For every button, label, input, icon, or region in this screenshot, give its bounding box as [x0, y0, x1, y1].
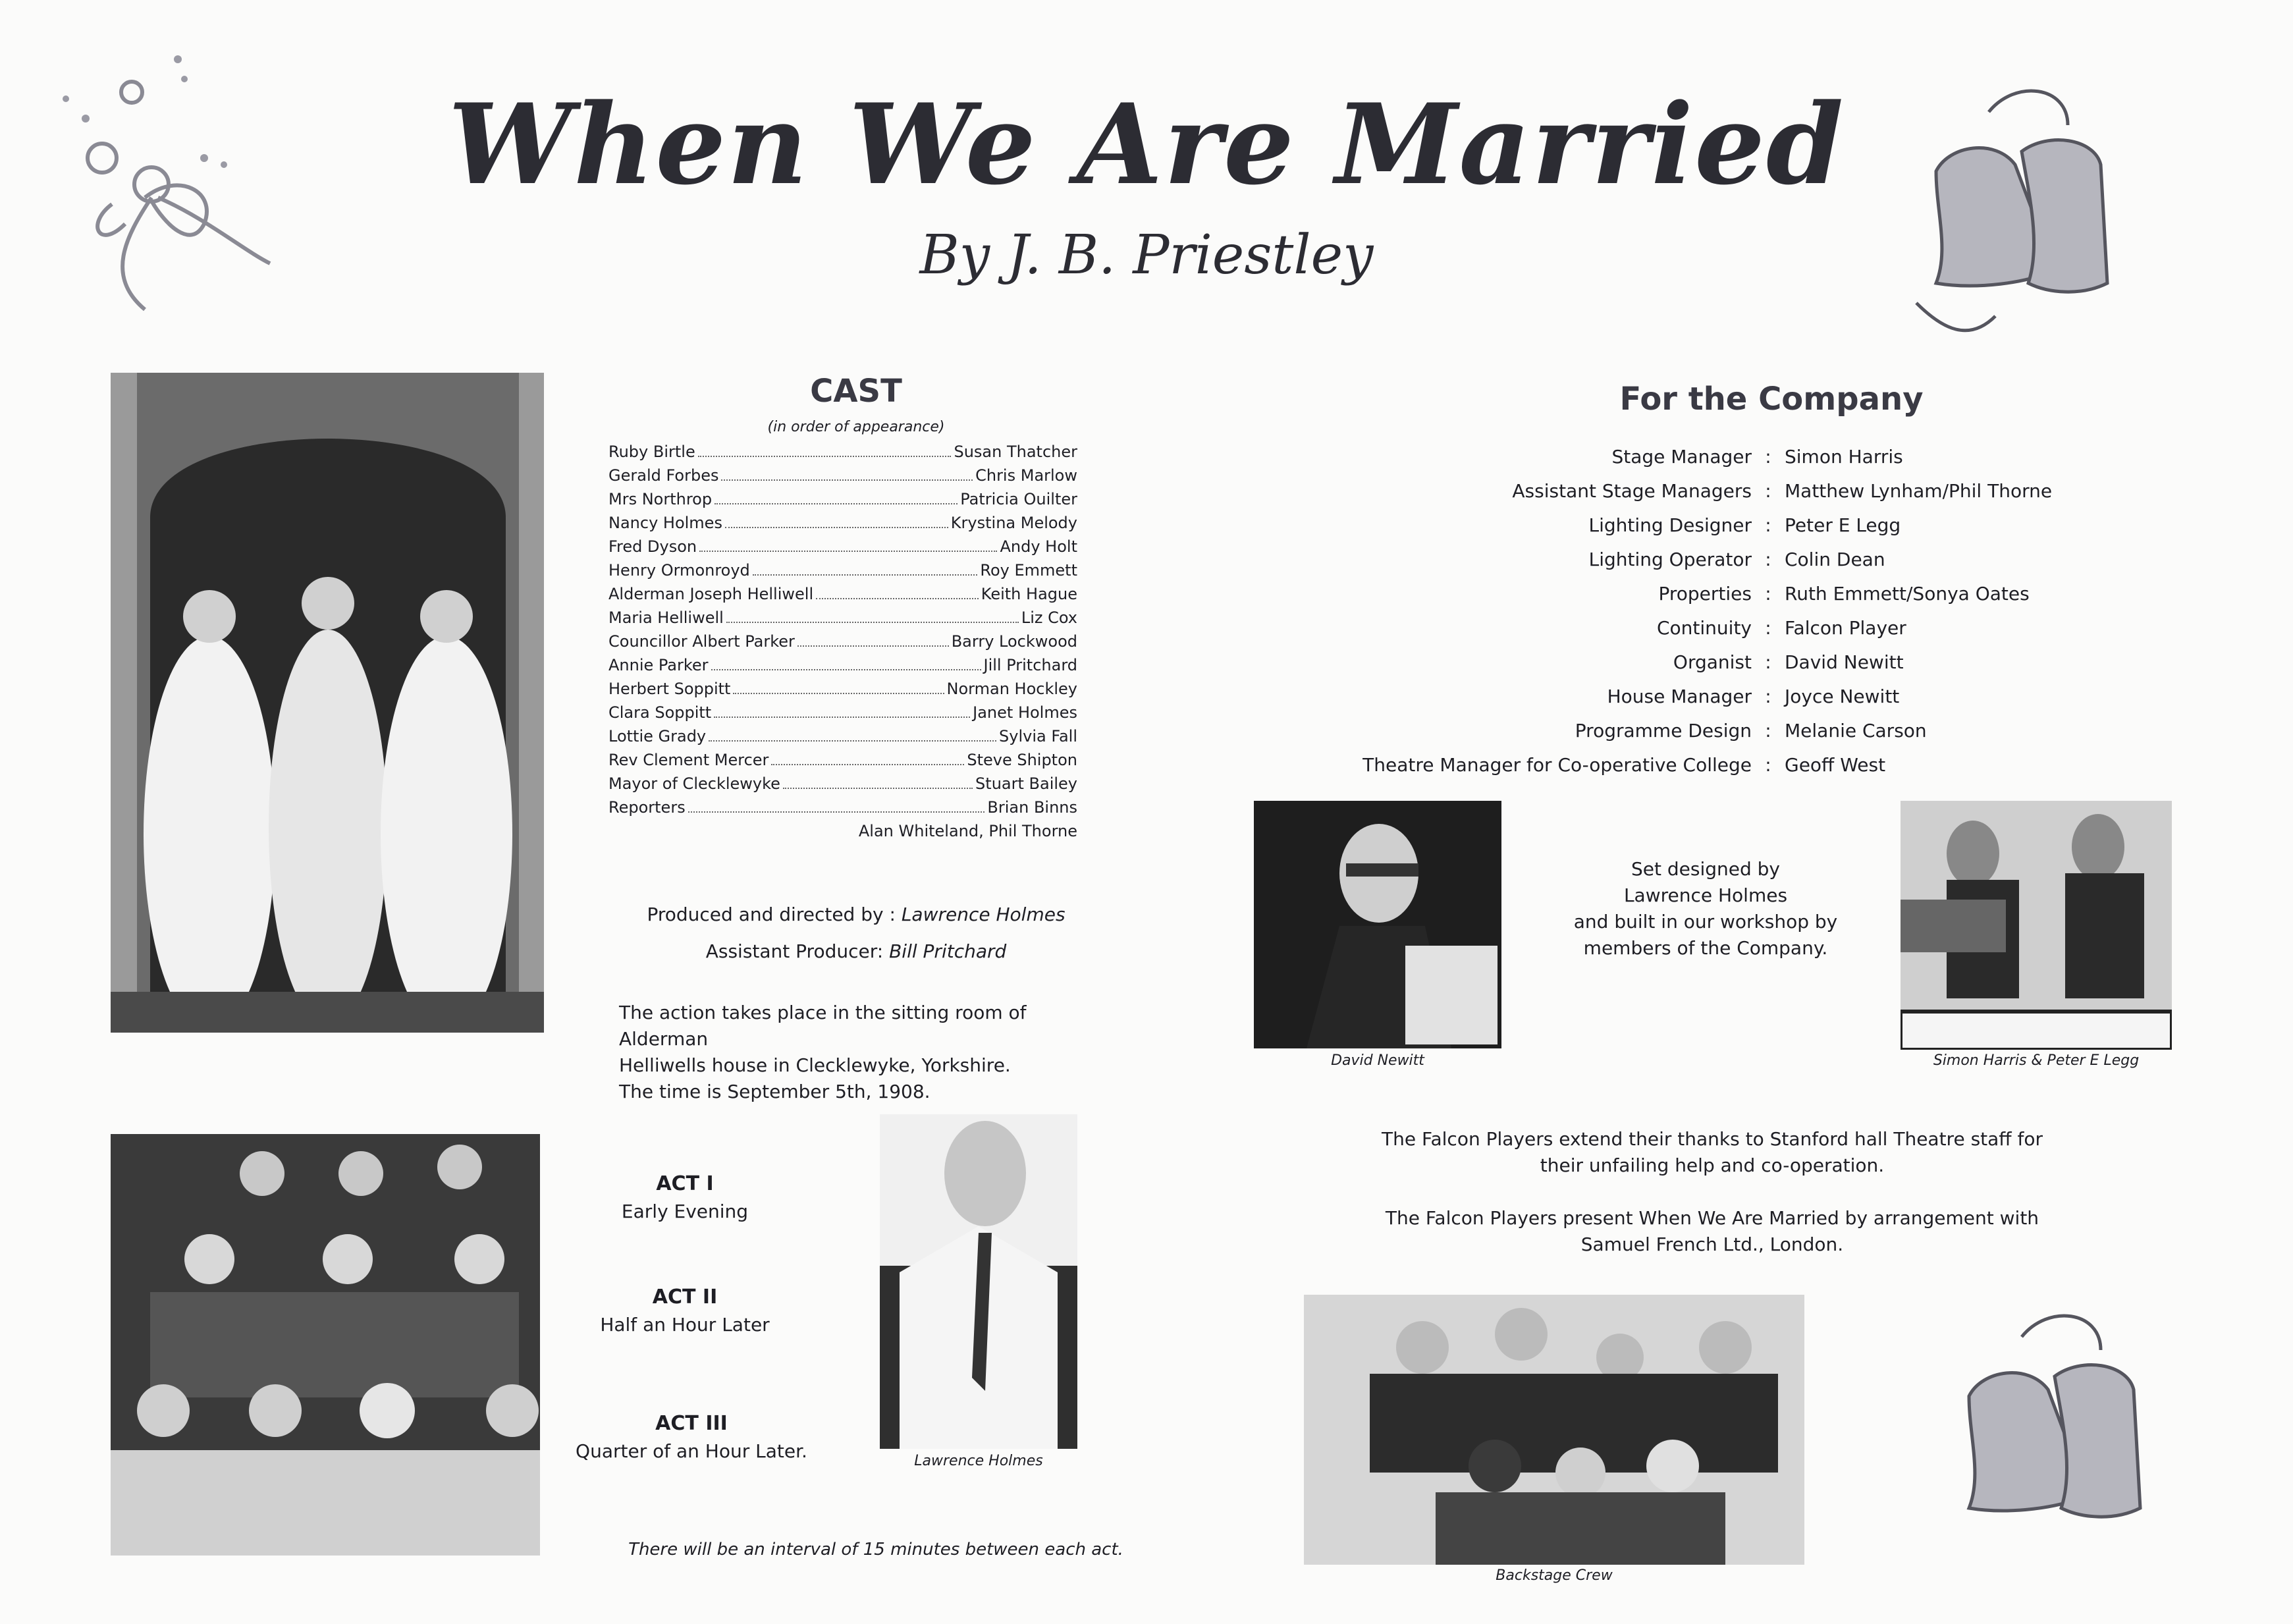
act-3 — [566, 1412, 817, 1462]
leader-dots — [797, 630, 949, 647]
cast-actor: Sylvia Fall — [999, 727, 1077, 745]
setting-line: The time is September 5th, 1908. — [619, 1081, 931, 1102]
act-heading: ACT II — [652, 1286, 718, 1309]
crew-name: Geoff West — [1785, 754, 1886, 776]
leader-dots — [816, 582, 979, 599]
crew-name: Melanie Carson — [1785, 720, 1927, 742]
simon-peter-photo — [1901, 801, 2172, 1050]
crew-row — [988, 680, 2173, 714]
cast-role: Clara Soppitt — [608, 703, 712, 722]
leader-dots — [725, 511, 948, 528]
cast-role: Alderman Joseph Helliwell — [608, 585, 814, 603]
leader-dots — [733, 677, 944, 694]
setting-line: The action takes place in the sitting room of Alderman — [619, 1002, 1027, 1050]
cast-actor: Andy Holt — [1000, 537, 1077, 556]
leader-dots — [783, 772, 973, 789]
act-time: Quarter of an Hour Later. — [576, 1440, 807, 1462]
assistant-label: Assistant Producer: — [705, 940, 884, 962]
cast-actor: Patricia Ouilter — [960, 490, 1077, 508]
set-note-line: Set designed by — [1631, 858, 1780, 880]
cast-actor: Brian Binns — [987, 798, 1077, 817]
simon-peter-caption: Simon Harris & Peter E Legg — [1933, 1052, 2140, 1069]
act-heading: ACT III — [655, 1412, 728, 1435]
crew-row — [988, 748, 2173, 782]
backstage-crew-photo — [1304, 1295, 1804, 1565]
interval-note: There will be an interval of 15 minutes between each act. — [628, 1540, 1123, 1559]
cast-actor: Steve Shipton — [967, 751, 1077, 769]
crew-name: Colin Dean — [1785, 549, 1885, 570]
crew-role: Organist — [1673, 651, 1752, 673]
leader-dots — [711, 653, 981, 670]
act-1 — [580, 1172, 790, 1222]
setting-text — [619, 1000, 1093, 1105]
thanks-line: Samuel French Ltd., London. — [1580, 1233, 1844, 1255]
crew-separator: : — [1765, 514, 1771, 536]
cast-role: Nancy Holmes — [608, 514, 722, 532]
cast-actor: Susan Thatcher — [954, 443, 1077, 461]
crew-separator: : — [1765, 686, 1771, 707]
cast-actor: Roy Emmett — [980, 561, 1077, 580]
crew-role: Lighting Operator — [1588, 549, 1752, 570]
crew-name: David Newitt — [1785, 651, 1904, 673]
leader-dots — [721, 464, 973, 481]
cast-role: Herbert Soppitt — [608, 680, 731, 698]
produced-by — [593, 904, 1120, 925]
crew-name: Falcon Player — [1785, 617, 1906, 639]
crew-row — [988, 577, 2173, 611]
cast-role: Councillor Albert Parker — [608, 632, 795, 651]
cast-group-photo — [111, 1134, 540, 1556]
david-caption: David Newitt — [1331, 1052, 1424, 1069]
cast-role: Henry Ormonroyd — [608, 561, 750, 580]
crew-role: House Manager — [1607, 686, 1752, 707]
wedding-bells-icon — [1943, 1278, 2180, 1554]
cast-actor: Liz Cox — [1021, 609, 1077, 627]
cast-actor: Norman Hockley — [946, 680, 1077, 698]
act-2 — [580, 1286, 790, 1336]
setting-line: Helliwells house in Clecklewyke, Yorkshire. — [619, 1054, 1011, 1076]
produced-name: Lawrence Holmes — [901, 904, 1066, 925]
cast-role: Ruby Birtle — [608, 443, 695, 461]
thanks-line: The Falcon Players present When We Are Married by arrangement with — [1385, 1207, 2039, 1229]
assistant-producer — [593, 940, 1120, 962]
page-subtitle: By J. B. Priestley — [919, 224, 1374, 286]
act-heading: ACT I — [656, 1172, 714, 1195]
crew-row — [988, 714, 2173, 748]
produced-label: Produced and directed by : — [647, 904, 896, 925]
cast-subheading: (in order of appearance) — [767, 419, 945, 435]
leader-dots — [698, 440, 952, 457]
leader-dots — [688, 796, 985, 813]
lawrence-holmes-photo — [880, 1114, 1077, 1449]
cast-actor: Chris Marlow — [975, 466, 1077, 485]
crew-role: Programme Design — [1575, 720, 1752, 742]
crew-row — [988, 611, 2173, 645]
crew-separator: : — [1765, 480, 1771, 502]
crew-role: Lighting Designer — [1588, 514, 1752, 536]
leader-dots — [726, 606, 1019, 623]
crew-separator: : — [1765, 583, 1771, 605]
crew-name: Matthew Lynham/Phil Thorne — [1785, 480, 2053, 502]
crew-separator: : — [1765, 446, 1771, 468]
set-note-line: and built in our workshop by — [1573, 911, 1838, 933]
act-time: Early Evening — [621, 1201, 749, 1222]
leader-dots — [771, 748, 964, 765]
leader-dots — [715, 487, 958, 504]
crew-separator: : — [1765, 720, 1771, 742]
cast-actor: Janet Holmes — [973, 703, 1077, 722]
set-note-line: Lawrence Holmes — [1623, 884, 1788, 906]
crew-separator: : — [1765, 651, 1771, 673]
page-title: When We Are Married — [448, 79, 1845, 209]
leader-dots — [753, 558, 978, 576]
set-note — [1515, 856, 1897, 961]
leader-dots — [714, 701, 970, 718]
crew-separator: : — [1765, 549, 1771, 570]
crew-role: Continuity — [1656, 617, 1752, 639]
company-heading: For the Company — [1619, 381, 1924, 418]
crew-name: Simon Harris — [1785, 446, 1903, 468]
cast-role: Rev Clement Mercer — [608, 751, 769, 769]
crew-role: Theatre Manager for Co-operative College — [1362, 754, 1752, 776]
cast-role: Mayor of Clecklewyke — [608, 774, 780, 793]
assistant-name: Bill Pritchard — [889, 940, 1007, 962]
david-newitt-photo — [1254, 801, 1501, 1048]
crew-name: Peter E Legg — [1785, 514, 1901, 536]
cast-role: Reporters — [608, 798, 686, 817]
cast-actor: Krystina Melody — [950, 514, 1077, 532]
crew-separator: : — [1765, 617, 1771, 639]
set-note-line: members of the Company. — [1583, 937, 1828, 959]
crew-row — [988, 508, 2173, 543]
thanks-text — [1251, 1126, 2173, 1258]
leader-dots — [699, 535, 997, 552]
brides-photo — [111, 373, 544, 1033]
cast-extra-actors: Alan Whiteland, Phil Thorne — [858, 822, 1077, 840]
cast-row — [608, 796, 1077, 819]
thanks-line: The Falcon Players extend their thanks to Stanford hall Theatre staff for — [1381, 1128, 2043, 1150]
crew-separator: : — [1765, 754, 1771, 776]
crew-role: Properties — [1658, 583, 1752, 605]
lawrence-caption: Lawrence Holmes — [914, 1453, 1043, 1469]
cast-role: Fred Dyson — [608, 537, 697, 556]
cast-role: Mrs Northrop — [608, 490, 713, 508]
cast-role: Maria Helliwell — [608, 609, 724, 627]
crew-row — [988, 440, 2173, 474]
crew-role: Stage Manager — [1611, 446, 1752, 468]
thanks-line: their unfailing help and co-operation. — [1540, 1154, 1885, 1176]
leader-dots — [709, 724, 996, 742]
cast-actor: Jill Pritchard — [983, 656, 1077, 674]
crew-row — [988, 474, 2173, 508]
crew-row — [988, 543, 2173, 577]
cast-heading: CAST — [810, 373, 902, 410]
crew-row — [988, 645, 2173, 680]
cast-role: Gerald Forbes — [608, 466, 719, 485]
crew-role: Assistant Stage Managers — [1512, 480, 1752, 502]
crew-name: Joyce Newitt — [1785, 686, 1900, 707]
crew-list — [988, 440, 2173, 782]
cast-actor: Barry Lockwood — [951, 632, 1077, 651]
act-time: Half an Hour Later — [600, 1314, 770, 1336]
crew-name: Ruth Emmett/Sonya Oates — [1785, 583, 2030, 605]
backstage-caption: Backstage Crew — [1496, 1567, 1613, 1584]
cast-role: Annie Parker — [608, 656, 709, 674]
cast-role: Lottie Grady — [608, 727, 707, 745]
cast-actor: Keith Hague — [981, 585, 1077, 603]
cast-actor: Stuart Bailey — [975, 774, 1077, 793]
